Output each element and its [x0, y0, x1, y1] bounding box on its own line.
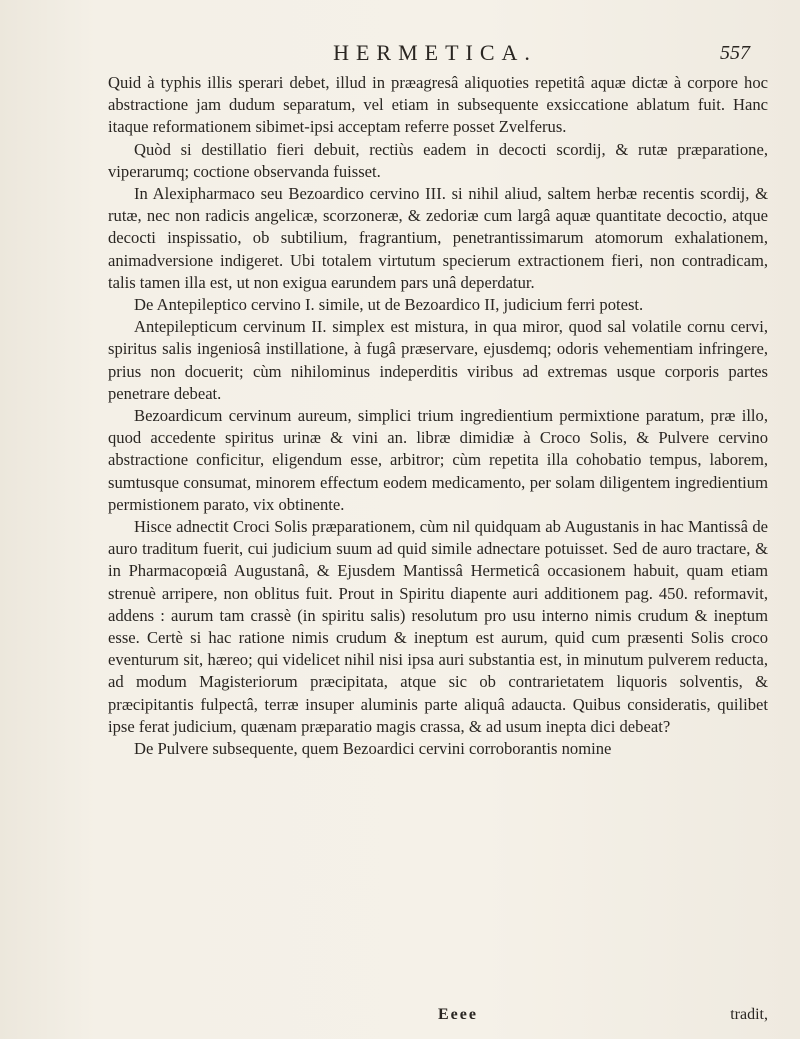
- paragraph-8: De Pulvere subsequente, quem Bezoardici cervini corroborantis nomine: [134, 739, 612, 759]
- paragraph-5: Antepilepticum cervinum II. simplex est mistura, in qua miror, quod sal volatile cornu cervi, spiritus salis ingeniosâ instillatione, à fugâ præservare, ejusdemq; odoris vehementiam infringere, prius non docuerit; cùm nihilominus indeperditis viribus ad extremas usque corporis partes penetrare debeat.: [108, 317, 768, 403]
- paragraph-7: Hisce adnectit Croci Solis præparationem, cùm nil quidquam ab Augustanis in hac Mantissâ de auro traditum fuerit, cui judicium suum ad quid simile adnectare potuisset. Sed de auro tractare, & in Pharmacopœiâ Augustanâ, & Ejusdem Mantissâ Hermeticâ occasionem habuit, quam etiam strenuè arripere, non oblitus fuit. Prout in Spiritu diapente auri additionem pag. 450. reformavit, addens : aurum tam crassè (in spiritu salis) resolutum pro usu interno nimis crudum & ineptum esse. Certè si hac ratione nimis crudum & ineptum est aurum, quid cum præsenti Solis croco eventurum sit, hæreo; qui videlicet nihil nisi ipsa auri substantia est, in minutum pulverem reducta, ad modum Magisteriorum præcipitata, atque sic ob contrarietatem liquoris solventis, & præcipitantis fulpectâ, terræ insuper aluminis parte aliquâ adaucta. Quibus consideratis, quilibet ipse ferat judicium, quænam præparatio magis crassa, & ad usum inepta dici debeat?: [108, 517, 768, 736]
- paragraph-6: Bezoardicum cervinum aureum, simplici trium ingredientium permixtione paratum, præ illo, quod accedente spiritus urinæ & vini an. libræ dimidiæ à Croco Solis, & Pulvere cervino abstractione conficitur, eligendum esse, arbitror; cùm repetita illa cohobatio tempus, laborem, sumtusque consumat, minorem effectum eodem medicamento, per solam diligentem ingredientium permistionem parato, vix obtinente.: [108, 406, 768, 514]
- paragraph-2: Quòd si destillatio fieri debuit, rectiùs eadem in decocti scordij, & rutæ præparatione, viperarumq; coctione observanda fuisset.: [108, 139, 768, 181]
- page-number: 557: [720, 42, 750, 64]
- paragraph-1: Quid à typhis illis sperari debet, illud in præagresâ aliquoties repetitâ aquæ dictæ à corpore hoc abstractione jam dudum separatum, vel etiam in subsequente exsiccatione ablatum fuit. Hanc itaque reformationem sibimet-ipsi acceptam referre posset Zvelferus.: [108, 73, 768, 137]
- page-footer: [108, 1006, 768, 1028]
- paragraph-3: In Alexipharmaco seu Bezoardico cervino III. si nihil aliud, saltem herbæ recentis scordij, & rutæ, nec non radicis angelicæ, scorzoneræ, & zedoriæ cum largâ aquæ quantitate decoctio, atque decocti inspissatio, ob subtilium, fragrantium, penetrantissimarum atomorum exhalationem, animadversione indigeret. Ubi totalem virtutum specierum extractionem fieri, non contradicam, talis tamen illa est, ut non exigua earundem pars unâ deperdatur.: [108, 184, 768, 292]
- catchword: tradit,: [730, 1006, 768, 1023]
- signature-mark: Eeee: [438, 1006, 478, 1023]
- paragraph-4: De Antepileptico cervino I. simile, ut de Bezoardico II, judicium ferri potest.: [134, 295, 644, 315]
- body-text: [108, 72, 768, 760]
- running-title: HERMETICA.: [333, 40, 537, 65]
- page-header: [110, 40, 760, 70]
